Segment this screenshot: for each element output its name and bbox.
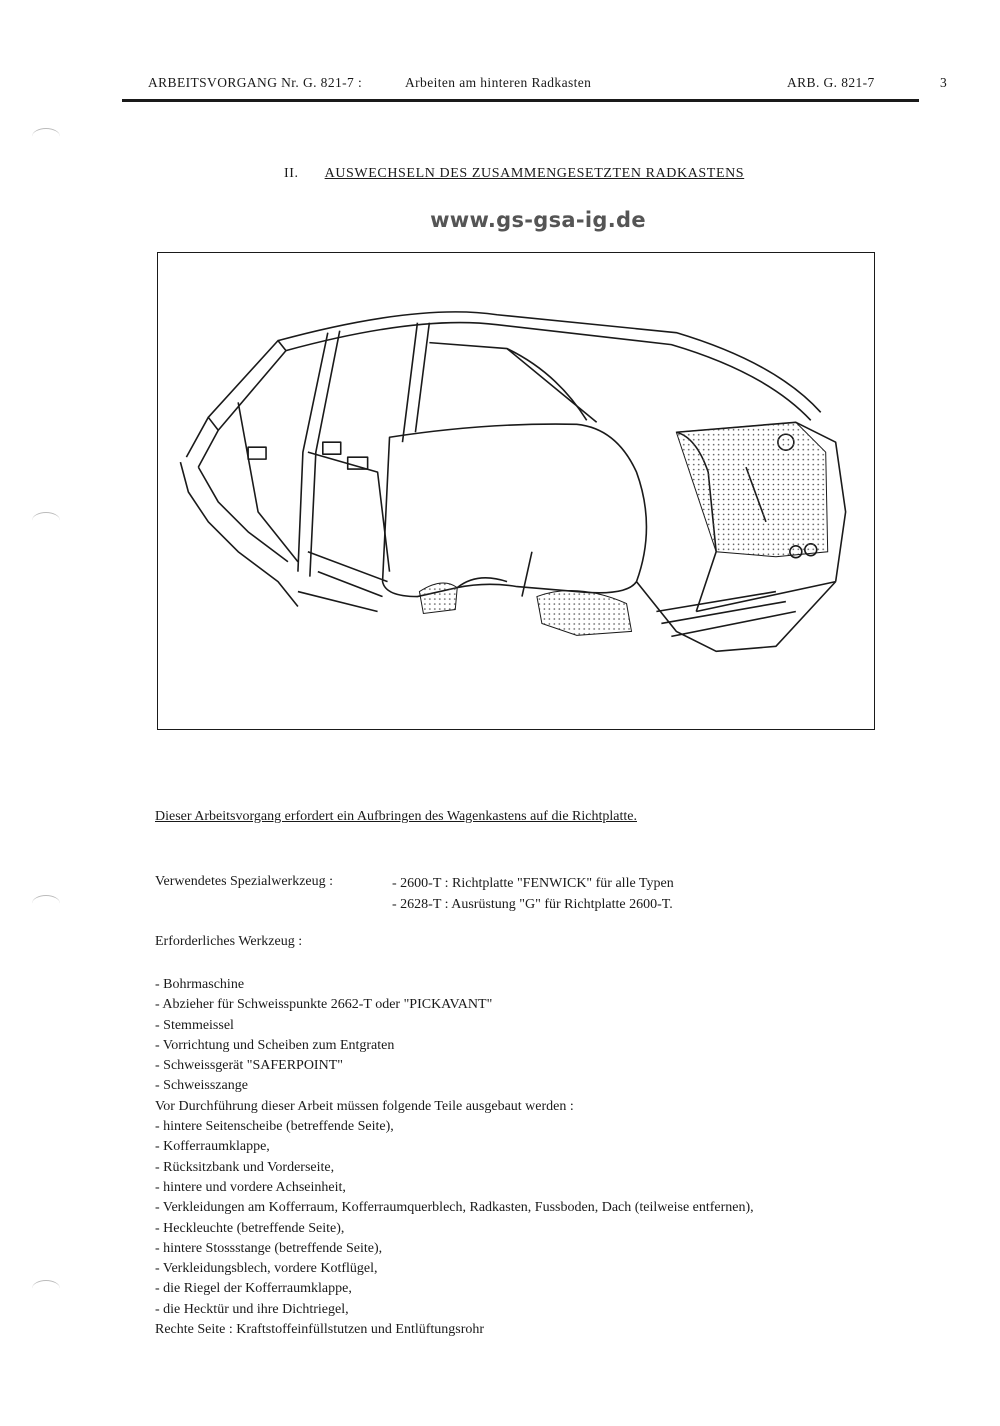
special-tool-item: - 2628-T : Ausrüstung "G" für Richtplatte 2600-T. xyxy=(392,896,673,912)
tool-item: - Abzieher für Schweisspunkte 2662-T oder "PICKAVANT" xyxy=(155,997,493,1013)
tool-item: - Bohrmaschine xyxy=(155,977,245,992)
tool-item: - Schweisszange xyxy=(155,1078,248,1094)
punch-mark xyxy=(32,128,60,145)
header-title: Arbeiten am hinteren Radkasten xyxy=(405,75,592,90)
special-tools-label: Verwendetes Spezialwerkzeug : xyxy=(155,874,334,889)
header-rule xyxy=(122,99,919,102)
removal-part-item: - Verkleidungen am Kofferraum, Kofferraumquerblech, Radkasten, Fussboden, Dach (teilweise entfernen), xyxy=(155,1200,754,1216)
page-number: 3 xyxy=(940,75,948,90)
removal-part-item: - hintere Seitenscheibe (betreffende Seite), xyxy=(155,1119,394,1135)
tool-item: - Stemmeissel xyxy=(155,1017,234,1033)
removal-part-item: - Kofferraumklappe, xyxy=(155,1139,270,1155)
special-tool-item: - 2600-T : Richtplatte "FENWICK" für alle Typen xyxy=(392,876,674,891)
tool-item: - Vorrichtung und Scheiben zum Entgraten xyxy=(155,1037,395,1053)
punch-mark xyxy=(32,1280,60,1297)
removal-part-item: - die Riegel der Kofferraumklappe, xyxy=(155,1281,352,1297)
tools-and-parts-list xyxy=(155,975,754,1340)
car-body-drawing xyxy=(158,253,874,729)
watermark-url: www.gs-gsa-ig.de xyxy=(430,208,646,232)
right-side-note: Rechte Seite : Kraftstoffeinfüllstutzen und Entlüftungsrohr xyxy=(155,1322,485,1338)
section-number: II. xyxy=(284,166,299,181)
tool-item: - Schweissgerät "SAFERPOINT" xyxy=(155,1058,343,1074)
section-heading xyxy=(284,166,744,182)
punch-mark xyxy=(32,895,60,912)
removal-part-item: - Verkleidungsblech, vordere Kotflügel, xyxy=(155,1261,378,1277)
removal-intro: Vor Durchführung dieser Arbeit müssen folgende Teile ausgebaut werden : xyxy=(155,1098,574,1114)
section-title: AUSWECHSELN DES ZUSAMMENGESETZTEN RADKASTENS xyxy=(324,166,745,181)
removal-part-item: - Heckleuchte (betreffende Seite), xyxy=(155,1220,345,1236)
header-operation-number: ARBEITSVORGANG Nr. G. 821-7 : xyxy=(148,75,363,90)
removal-part-item: - Rücksitzbank und Vorderseite, xyxy=(155,1159,335,1175)
removal-part-item: - hintere Stossstange (betreffende Seite), xyxy=(155,1240,383,1256)
punch-mark xyxy=(32,512,60,529)
header-reference: ARB. G. 821-7 xyxy=(787,75,875,90)
removal-part-item: - hintere und vordere Achseinheit, xyxy=(155,1179,346,1195)
special-tools-list xyxy=(392,874,674,915)
notice-text: Dieser Arbeitsvorgang erfordert ein Aufbringen des Wagenkastens auf die Richtplatte. xyxy=(155,809,637,824)
car-body-illustration xyxy=(157,252,875,730)
required-tools-label: Erforderliches Werkzeug : xyxy=(155,934,303,949)
removal-part-item: - die Hecktür und ihre Dichtriegel, xyxy=(155,1301,349,1317)
